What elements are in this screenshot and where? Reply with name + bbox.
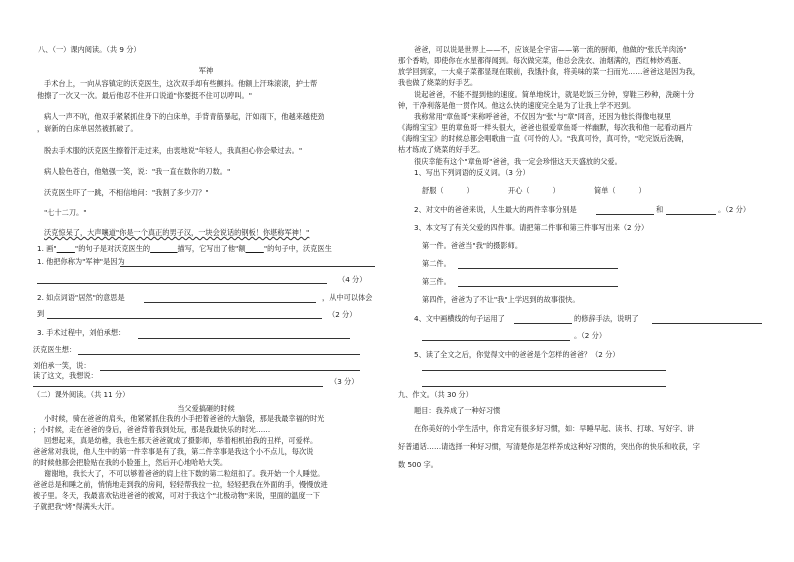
question-4-text: 4、文中画横线的句子运用了 (414, 314, 505, 323)
passage-2-cont-line: 《海绵宝宝》里的章鱼哥一样头很大，爸爸也很爱章鱼哥一样幽默，每次我和他一起看动画片 (398, 123, 693, 132)
passage-2-line: 的时候他都会把脸贴在我的小脸蛋上，然后开心地哈哈大笑。 (33, 458, 228, 467)
question-3-text-b: 沃克医生想： (33, 345, 77, 354)
essay-instruction-line: 数 500 字。 (398, 460, 438, 469)
event-1: 第一件。爸爸当"我"的摄影师。 (422, 241, 523, 250)
passage-1-line: "七十二刀。" (44, 208, 87, 217)
passage-2-cont-line: 《海绵宝宝》的时候总都会唱歌曲一直《可怜的人》。"我真可怜，真可怜，"吃完饭后洗碗， (398, 134, 689, 143)
question-1-line-2: 1. 他把你称为"军神"是因为 (37, 257, 125, 266)
question-1-score: （4 分） (338, 275, 367, 284)
answer-line[interactable] (100, 370, 360, 371)
question-1-text: 1. 画" "的句子是对沃克医生的 描写，它写出了他"额 "的句子中，沃克医生 (37, 244, 332, 253)
passage-2-cont-line: 枯才练成了烧菜的好手艺。 (398, 145, 485, 154)
question-3-text-d: 读了这文，我想说： (33, 371, 98, 380)
passage-2-line: ；小时候，走在爸爸的身后，爸爸背着我到处玩，那是我最快乐的时光…… (33, 425, 271, 434)
essay-instruction-line: 好普通话……请选择一种好习惯，写清楚你是怎样养成这种好习惯的，突出你的快乐和收获，字 (398, 442, 700, 451)
event-2: 第二件。 (422, 259, 451, 268)
antonym-happy: 开心（ ） (508, 186, 560, 195)
question-4-text-b: 的修辞手法，说明了 (574, 314, 639, 323)
question-3-text: 3、本文写了有关父爱的四件事。请把第二件事和第三件事写出来（2 分） (414, 223, 649, 232)
passage-2-cont-line: 爸爸，可以说是世界上——不，应该是全宇宙——第一流的厨师，他做的"张氏羊肉汤" (414, 45, 687, 54)
passage-2-cont-line: 那个香哟，即使你在水星都得闻到。每次做完菜，他总会洗衣、油烟满的，西红柿炒鸡蛋、 (398, 56, 686, 65)
passage-1-wavy-line: 沃克惊呆了，大声嚷道"你是一个真正的男子汉，一块会说话的钢板！你堪称军神！" (44, 228, 310, 237)
answer-line[interactable] (144, 302, 316, 303)
answer-line[interactable] (33, 386, 323, 387)
question-2-and: 和 (656, 205, 664, 214)
question-3-score: （3 分） (330, 377, 359, 386)
passage-2-cont-line: 我称常用"章鱼哥"来称呼爸爸，不仅因为"张"与"章"同音，还因为他长得像电视里 (414, 112, 672, 121)
passage-2-line: 谢谢地，我长大了，不可以够着爸爸的肩上往下数的第二粒纽扣了。我开始一个人睡觉。 (44, 469, 325, 478)
question-2-text: 2、对文中的爸爸来说，人生最大的两件幸事分别是 (414, 205, 577, 214)
question-2-score: 。（2 分） (718, 205, 751, 214)
answer-line[interactable] (120, 266, 375, 267)
answer-line[interactable] (138, 338, 350, 339)
question-1-text: 1、写出下列词语的反义词。（3 分） (414, 168, 530, 177)
passage-2-cont-line: 我也做了烧菜的好手艺。 (398, 78, 478, 87)
passage-1-line: 脱去手术服的沃克医生擦着汗走过来，由衷地说"年轻人，我真担心你会晕过去。" (44, 146, 303, 155)
question-3-text-c: 刘伯承一笑，说： (33, 361, 91, 370)
passage-2-title: 当父爱搞砸的时候 (177, 404, 235, 413)
section-8-title: 八、（一）课内阅读。（共 9 分） (38, 45, 141, 54)
passage-1-line: ，崭新的白床单居然被抓破了。 (37, 124, 138, 133)
passage-2-cont-line: 放学回到家，一大桌子菜都显现在眼前，我饿扑食，将美味的菜一扫而光……爸爸这是因为我， (398, 67, 700, 76)
passage-2-cont-line: 钟，干净利落是他一贯作风。他这么快的速度完全是为了让我上学不迟到。 (398, 101, 636, 110)
answer-line[interactable] (596, 214, 654, 215)
antonym-simple: 简单（ ） (594, 186, 646, 195)
answer-line[interactable] (422, 370, 666, 371)
passage-1-line: 沃克医生吓了一跳，不相信地问："我割了多少刀？" (44, 188, 209, 197)
question-2-score: （2 分） (328, 310, 357, 319)
passage-2-cont-line: 很庆幸能有这个"章鱼哥"爸爸，我一定会珍惜这天天盛放的父爱。 (414, 157, 622, 166)
answer-line[interactable] (47, 318, 322, 319)
event-4: 第四件，爸爸为了不让"我"上学迟到的故事很快。 (422, 295, 580, 304)
question-2-text-b: ，从中可以体会 (322, 293, 373, 302)
section-9-title: 九、作文。（共 30 分） (398, 390, 473, 399)
passage-2-line: 被子里。冬天，我最喜欢钻进爸爸的被窝，可对于我这个"北极动物"来说，里面的温度一下 (33, 491, 320, 500)
answer-line[interactable] (458, 286, 618, 287)
passage-1-line: 手术台上，一向从容镇定的沃克医生，这次双手却有些颤抖。他额上汗珠滚滚，护士帮 (44, 79, 318, 88)
answer-line[interactable] (78, 354, 360, 355)
answer-line[interactable] (37, 283, 327, 284)
answer-line[interactable] (666, 214, 716, 215)
answer-line[interactable] (422, 340, 570, 341)
answer-line[interactable] (652, 323, 762, 324)
passage-1-title: 军神 (198, 66, 214, 75)
passage-2-line: 爸爸总是和睡之前，悄悄地走到我的房间，轻轻帮我拉一拉，轻轻把我在外面的手，慢慢放进 (33, 480, 328, 489)
passage-2-line: 小时候，骑在爸爸的肩头，他紧紧抓住我的小手把着爸爸的大脑袋，那是我最幸福的时光 (44, 414, 325, 423)
passage-2-line: 子就把我"烤"得满头大汗。 (33, 502, 119, 511)
event-3: 第三件。 (422, 277, 451, 286)
passage-1-line: 他擦了一次又一次。最后他忍不住开口说道"你要挺不住可以哼叫。" (37, 91, 253, 100)
question-2-text: 2. 如点词语"居然"的意思是 (37, 293, 125, 302)
answer-line[interactable] (458, 268, 618, 269)
answer-line[interactable] (514, 323, 572, 324)
question-4-score: 。（2 分） (574, 331, 607, 340)
question-5-text: 5、读了全文之后，你觉得文中的爸爸是个怎样的爸爸？（2 分） (414, 350, 620, 359)
essay-topic: 题目：我养成了一种好习惯 (414, 406, 501, 415)
passage-1-line: 病人脸色苍白，他勉强一笑，说："我一直在数你的刀数。" (44, 167, 231, 176)
passage-2-cont-line: 说起爸爸，不能不提到他的速度。简单地统计，就是吃饭三分钟，穿鞋三秒种，洗碗十分 (414, 90, 695, 99)
question-2-text-c: 到 (37, 309, 45, 318)
answer-line[interactable] (422, 386, 666, 387)
question-3-text: 3. 手术过程中，刘伯承想： (37, 328, 126, 337)
antonym-comfortable: 舒服（ ） (422, 186, 474, 195)
passage-2-line: 爸爸常对我说，他人生中的第一件幸事是有了我，第二件幸事是我这个小不点儿，每次说 (33, 447, 314, 456)
passage-1-line: 病人一声不吭，他双手紧紧抓住身下的白床单，手背青筋暴起，汗如雨下，他越来越使劲 (44, 112, 325, 121)
passage-2-line: 回想起来，真是幼稚，我也生那天爸爸就成了摄影师，举着相机拍我的丑样，可爱样。 (44, 436, 318, 445)
section-8b-title: （二）课外阅读。（共 11 分） (33, 390, 130, 399)
essay-instruction-line: 在你美好的小学生活中，你肯定有很多好习惯，如：早睡早起、读书、打球、写好字、讲 (414, 424, 695, 433)
